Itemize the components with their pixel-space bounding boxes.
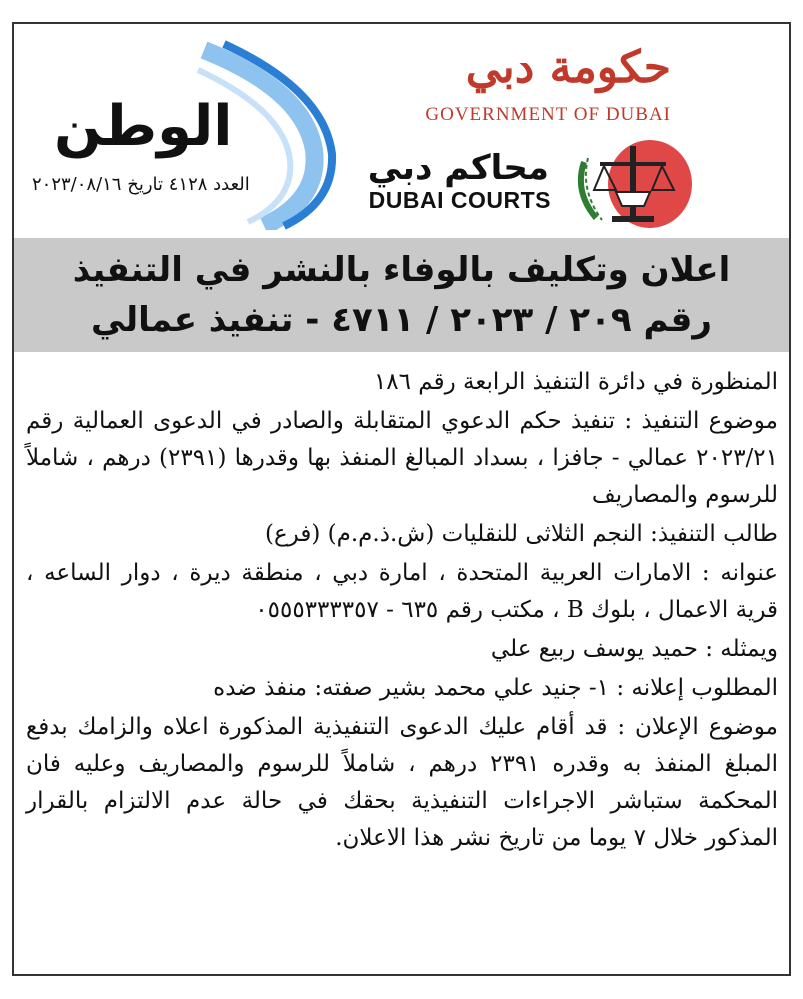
dubai-courts-arabic: محاكم دبي: [367, 148, 549, 188]
government-of-dubai-english: GOVERNMENT OF DUBAI: [425, 104, 671, 125]
dubai-courts-english: DUBAI COURTS: [368, 187, 551, 213]
requester-address: عنوانه : الامارات العربية المتحدة ، امارة دبي ، منطقة ديرة ، دوار الساعه ، قرية الاعمال ، بلوك B ، مكتب رقم ٦٣٥ - ٠٥٥٥٣٣٣٣٥٧: [26, 560, 778, 623]
notified-party: المطلوب إعلانه : ١- جنيد علي محمد بشير صفته: منفذ ضده: [213, 675, 778, 701]
execution-circuit: المنظورة في دائرة التنفيذ الرابعة رقم ١٨٦: [373, 369, 778, 395]
header: [14, 24, 789, 236]
notice-subject: موضوع الإعلان : قد أقام عليك الدعوى التنفيذية المذكورة اعلاه والزامك بدفع المبلغ المنفذ به وقدره ٢٣٩١ درهم ، شاملاً للرسوم والمصاريف وعليه فان المحكمة ستباشر الاجراءات التنفيذية بحقك في حالة عدم الالتزام بالقرار المذكور خلال ٧ يوما من تاريخ نشر هذا الاعلان.: [26, 714, 778, 851]
dubai-courts-emblem-icon: [572, 132, 694, 230]
title-band: [14, 238, 789, 352]
notice-body: [26, 364, 778, 859]
execution-requester: طالب التنفيذ: النجم الثلاثى للنقليات (ش.ذ.م.م) (فرع): [264, 521, 778, 547]
government-of-dubai-arabic-logo: حكومة دبي: [465, 42, 671, 93]
issue-info: العدد ٤١٢٨ تاريخ ٢٠٢٣/٠٨/١٦: [32, 174, 250, 195]
notice-title-line-1: اعلان وتكليف بالوفاء بالنشر في التنفيذ: [72, 250, 731, 290]
execution-subject: موضوع التنفيذ : تنفيذ حكم الدعوي المتقابلة والصادر في الدعوى العمالية رقم ٢٠٢٣/٢١ عمالي - جافزا ، بسداد المبالغ المنفذ بها وقدرها (٢٣٩١) درهم ، شاملاً للرسوم والمصاريف: [26, 408, 779, 508]
notice-title-line-2: رقم ٢٠٩ / ٢٠٢٣ / ٤٧١١ - تنفيذ عمالي: [90, 300, 713, 340]
representative: ويمثله : حميد يوسف ربيع علي: [490, 636, 778, 662]
notice-frame: [12, 22, 791, 976]
alwatan-newspaper-logo: الوطن: [54, 94, 233, 159]
